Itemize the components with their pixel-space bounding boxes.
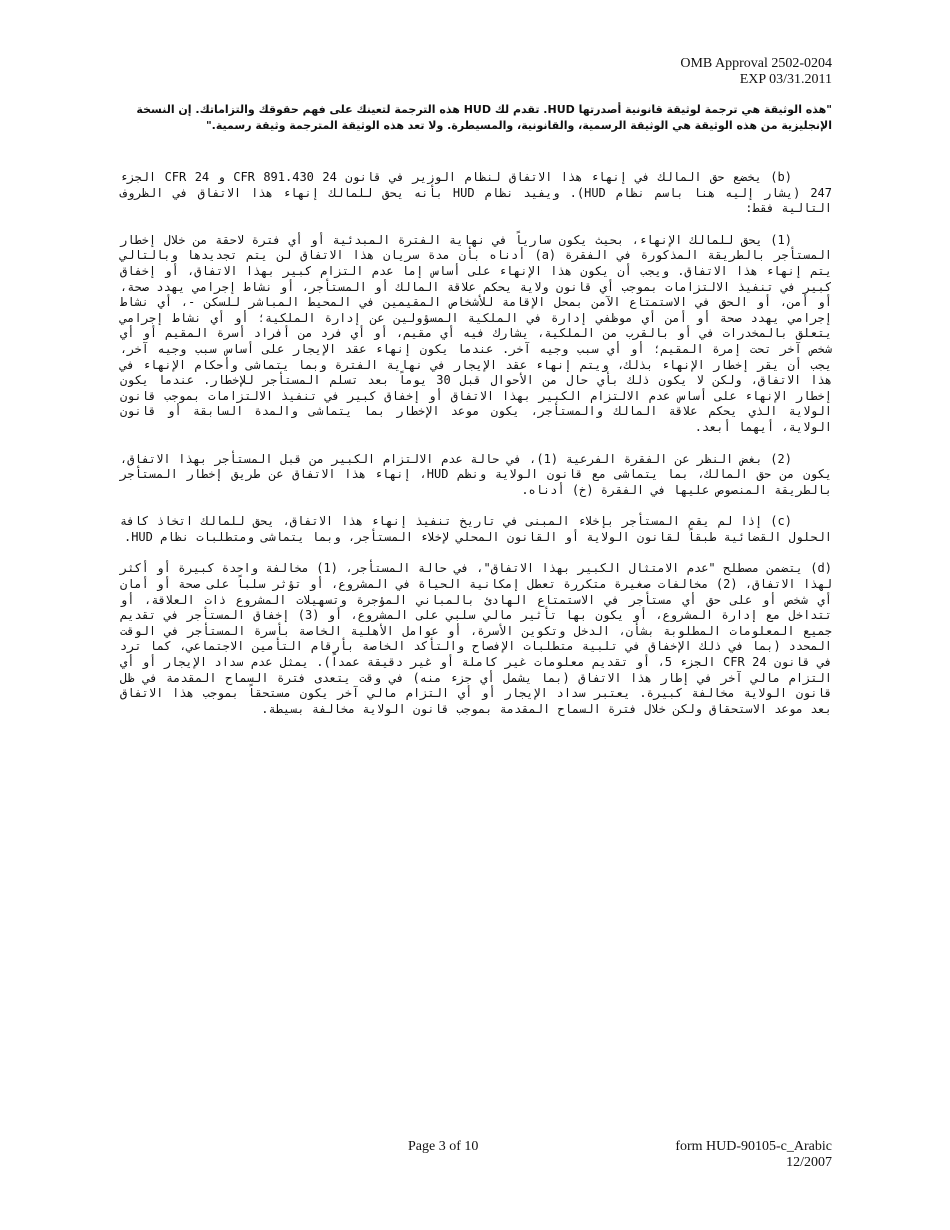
paragraph-c: (c) إذا لم يقم المستأجر بإخلاء المبنى في تاريخ تنفيذ إنهاء هذا الاتفاق، يحق للمالك اتخاذ كافة الحلول القضائية طبقاً لقانون الولاية أو القانون المحلي لإخلاء المستأجر، وبما يتماشى ومتطلبات نظام HUD. (120, 514, 832, 544)
omb-approval-number: OMB Approval 2502-0204 (680, 56, 832, 71)
omb-approval-block (680, 56, 832, 88)
translation-disclaimer: "هذه الوثيقة هي ترجمة لوثيقة قانونية أصدرتها HUD. تقدم لك HUD هذه الترجمة لتعينك على فهم حقوقك والتزاماتك. إن النسخة الإنجليزية من هذه الوثيقة هي الوثيقة الرسمية، والقانونية، والمسيطرة. ولا تعد هذه الوثيقة المترجمة وثيقة رسمية." (136, 103, 832, 132)
document-body (120, 170, 832, 733)
paragraph-b1: (1) يحق للمالك الإنهاء، بحيث يكون سارياً في نهاية الفترة المبدئية أو أي فترة لاحقة من خلال إخطار المستأجر بالطريقة المذكورة في الفقرة (a) أدناه بأن مدة سريان هذا الاتفاق لن يتم تجديدها وبالتالي يتم إنهاء هذا الاتفاق. ويجب أن يكون هذا الإنهاء على أساس إما عدم التزام كبير بهذا الاتفاق، أو إخفاق كبير في تنفيذ الالتزامات بموجب أي قانون ولاية يحكم علاقة المالك أو المستأجر، أو نشاط إجرامي يهدد صحة، أو أمن، أو الحق في الاستمتاع الآمن بمحل الإقامة للأشخاص المقيمين في المحيط المباشر للسكن -، أي نشاط إجرامي يهدد صحة أو أمن أي موظفي إدارة في الملكية المسؤولين عن إدارة الملكية؛ أو أي نشاط إجرامي يتعلق بالمخدرات في أو بالقرب من الملكية، يشارك فيه أي مقيم، أو أي فرد من أفراد أسرة المقيم أو أي شخص آخر تحت إمرة المقيم؛ أو أي سبب وجيه آخر. عندما يكون إنهاء عقد الإيجار على أساس سبب وجيه آخر، يجب أن يقر إخطار الإنهاء بذلك، ويتم إنهاء عقد الإيجار في نهاية الفترة وبما يتماشى وأحكام الإنهاء في هذا الاتفاق، ولكن لا يكون ذلك بأي حال من الأحوال قبل 30 يوماً بعد تسلم المستأجر للإخطار. عندما يكون إخطار الإنهاء على أساس عدم الالتزام الكبير بهذا الاتفاق أو إخفاق كبير في تنفيذ الالتزامات بموجب قانون الولاية الذي يحكم علاقة المالك والمستأجر، يكون موعد الإخطار بما يتماشى والمدة السابقة أو قانون الولاية، أيهما أبعد. (120, 232, 833, 434)
paragraph-b: (b) يخضع حق المالك في إنهاء هذا الاتفاق لنظام الوزير في قانون 24 CFR 891.430 و 24 CFR الجزء 247 (يشار إليه هنا باسم نظام HUD). ويفيد نظام HUD بأنه يحق للمالك إنهاء هذا الاتفاق في الظروف التالية فقط: (120, 170, 832, 216)
paragraph-b2: (2) بغض النظر عن الفقرة الفرعية (1)، في حالة عدم الالتزام الكبير من قبل المستأجر بهذا الاتفاق، يكون من حق المالك، بما يتماشى مع قانون الولاية ونظم HUD، إنهاء هذا الاتفاق عن طريق إخطار المستأجر بالطريقة المنصوص عليها في الفقرة (خ) أدناه. (120, 451, 832, 497)
paragraph-d: (d) يتضمن مصطلح "عدم الامتثال الكبير بهذا الاتفاق"، في حالة المستأجر، (1) مخالفة واحدة كبيرة أو أكثر لهذا الاتفاق، (2) مخالفات صغيرة متكررة تعطل إمكانية الحياة في المشروع، أو تؤثر سلباً على صحة أو أمان أي شخص أو على حق أي مستأجر في الاستمتاع الهادئ بالمباني المؤجرة وتسهيلات المشروع ذات العلاقة، أو تتداخل مع إدارة المشروع، أو يكون بها تأثير مالي سلبي على المشروع، أو (3) إخفاق المستأجر في تقديم جميع المعلومات المطلوبة بشأن، الدخل وتكوين الأسرة، أو عوامل الأهلية الخاصة بأسرة المستأجر في الوقت المحدد (بما في ذلك الإخفاق في تلبية متطلبات الإفصاح والتأكد الخاصة بأرقام التأمين الاجتماعي، كما ترد في قانون 24 CFR الجزء 5، أو تقديم معلومات غير كاملة أو غير دقيقة عمداً). يمثل عدم سداد الإيجار أو أي التزام مالي آخر في إطار هذا الاتفاق (بما يشمل أي جزء منه) في وقت يتعدى فترة السماح المقدمة في ظل قانون الولاية مخالفة كبيرة. يعتبر سداد الإيجار أو أي التزام مالي آخر يكون مستحقاً بموجب هذا الاتفاق بعد موعد الاستحقاق ولكن خلال فترة السماح المقدمة بموجب قانون الولاية مخالفة بسيطة. (120, 561, 832, 716)
form-identifier (675, 1139, 832, 1171)
omb-expiration-date: EXP 03/31.2011 (739, 72, 832, 87)
page-number: Page 3 of 10 (408, 1139, 479, 1154)
form-number: form HUD-90105-c_Arabic (675, 1139, 832, 1154)
form-date: 12/2007 (786, 1155, 832, 1170)
